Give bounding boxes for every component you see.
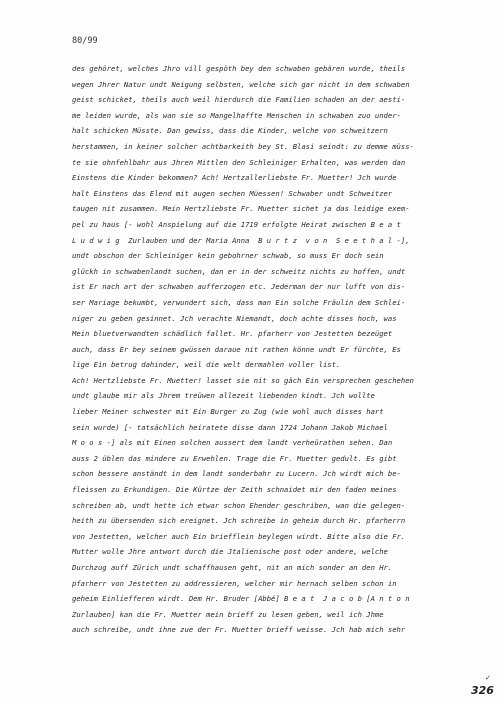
page-number: 80/99 [72,36,98,46]
text-line: ser Mariage bekumbt, verwundert sich, dass man Ein solche Fräulin dem Schlei- [72,297,406,307]
text-line: taugen nit zusammen. Mein Hertzliebste Fr. Muetter sichet ja das leidige exem- [72,204,410,214]
text-line: Mein bluetverwandten schädlich fallet. Hr. pfarherr von Jestetten bezeüget [72,329,393,339]
text-line: auch schreibe, undt ihne zue der Fr. Muetter brieff weisse. Jch hab mich sehr [72,625,406,635]
text-line: pel zu haus [- wohl Anspielung auf die 1719 erfolgte Heirat zwischen B e a t [72,219,401,229]
text-line: Mutter wolle Jhre antwort durch die Jtalienische post oder andere, welche [72,547,388,557]
text-line: Einstens die Kinder bekommen? Ach! Hertzallerliebste Fr. Muetter! Jch wurde [72,173,397,183]
text-line: me leiden wurde, als wan sie so Mangelhaffte Menschen in schwaben zuo under- [72,110,401,120]
text-line: herstammen, in keiner solcher achtbarkeith bey St. Blasi seindt: zu demme müss- [72,141,414,151]
text-line: pfarherr von Jestetten zu addressieren, welcher mir hernach selben schon in [72,578,397,588]
text-line: auch, dass Er bey seinem gwüssen daraue nit rathen könne undt Er fürchte, Es [72,344,401,354]
folio-number: 326 [471,684,494,697]
checkmark-icon: ✓ [485,674,491,682]
text-line: auss 2 üblen das mindere zu Erwehlen. Trage die Fr. Muetter gedult. Es gibt [72,453,397,463]
text-line: te sie ohnfehlbahr aus Jhren Mittlen den Schleiniger Erhalten, was werden dan [72,157,406,167]
text-line: schreiben ab, undt hette ich etwar schon Ehender geschriben, wan die gelegen- [72,500,406,510]
text-line: wegen Jhrer Natur undt Neigung selbsten, welche sich gar nicht in dem schwaben [72,79,410,89]
text-line: lieber Meiner schwester mit Ein Burger zu Zug (wie wohl auch disses hart [72,407,384,417]
text-line: M o o s -] als mit Einen solchen aussert dem landt verheürathen sehen. Dan [72,438,393,448]
text-line: Ach! Hertzliebste Fr. Muetter! lasset sie nit so gäch Ein versprechen geschehen [72,375,414,385]
text-line: von Jestetten, welcher auch Ein briefflein beylegen wirdt. Bitte also die Fr. [72,531,406,541]
text-line: Zurlauben] kan die Fr. Muetter mein brieff zu lesen geben, weil ich Jhme [72,609,384,619]
text-line: geheim Einliefferen wirdt. Dem Hr. Bruder [Abbé] B e a t J a c o b [A n t o n [72,594,410,604]
text-line: schon bessere anständt in dem landt sonderbahr zu Lucern. Jch wirdt mich be- [72,469,401,479]
text-line: halt schicken Müsste. Dan gewiss, dass die Kinder, welche von schweitzern [72,126,388,136]
text-line: geist schicket, theils auch weil hierdurch die Familien schaden an der aesti- [72,95,406,105]
text-line: heith zu übersenden sich ereignet. Jch schreibe in geheim durch Hr. pfarherrn [72,516,406,526]
text-line: undt obschon der Schleiniger kein gebohrner schwab, so muss Er doch sein [72,251,384,261]
text-line: sein wurde) [- tatsächlich heiratete disse dann 1724 Johann Jakob Michael [72,422,388,432]
text-line: Durchzug auff Zürich undt schaffhausen geht, nit an mich sonder an den Hr. [72,563,393,572]
text-line: L u d w i g Zurlauben und der Maria Anna B u r t z v o n S e e t h a l -], [72,235,410,245]
transcription-text [72,61,464,638]
text-line: halt Einstens das Elend mit augen sechen Müessen! Schwaber undt Schweitzer [72,188,393,198]
text-line: des gehöret, welches Jhro vill gespöth bey den schwaben gebären wurde, theils [72,64,406,73]
text-line: niger zu geben gesinnet. Jch verachte Niemandt, doch achte disses hoch, was [72,313,397,323]
text-line: ist Er nach art der schwaben aufferzogen etc. Jederman der nur lufft von dis- [72,282,406,292]
text-line: glückh in schwabenlandt suchen, dan er in der schweitz nichts zu hoffen, undt [72,266,406,276]
text-line: lige Ein betrug dahinder, weil die welt dermahlen voller list. [72,360,341,370]
text-line: undt glaube mir als Jhrem treüwen allezeit liebenden kindt. Jch wollte [72,391,375,401]
text-line: fleissen zu Erkundigen. Die Kürtze der Zeith schnaidet mir den faden meines [72,485,397,495]
